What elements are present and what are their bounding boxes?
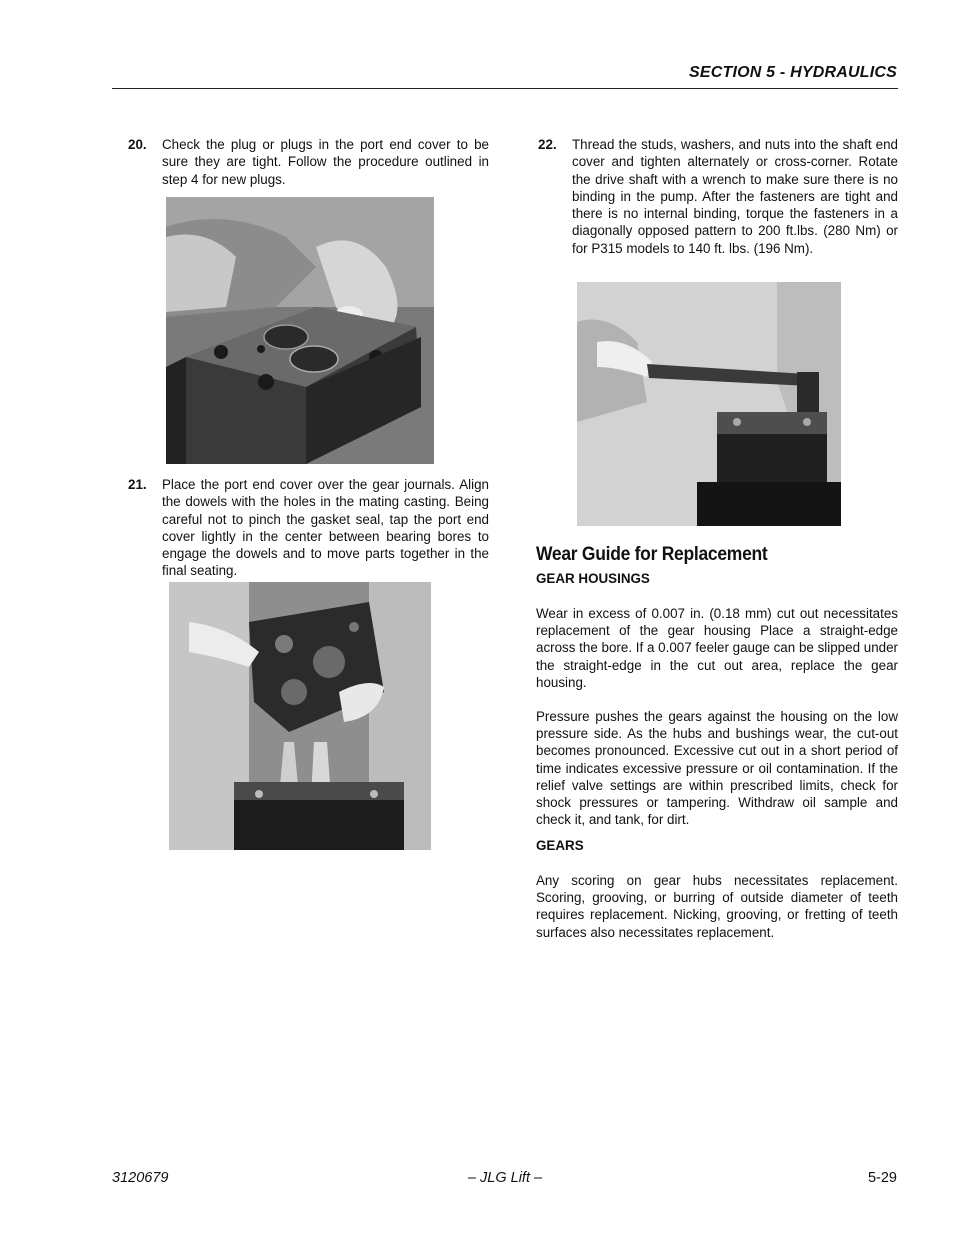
step-22 (538, 136, 898, 276)
step-21 (128, 476, 489, 582)
step-text: Place the port end cover over the gear journals. Align the dowels with the holes in the mating casting. Being careful not to pinch the gasket seal, tap the port end cover lightly in the center between bearing bores to engage the dowels and to move parts together in the final seating. (162, 477, 489, 579)
header-rule (112, 88, 898, 89)
gears-heading: GEARS (536, 838, 584, 853)
document-number: 3120679 (112, 1170, 169, 1186)
gear-housings-heading: GEAR HOUSINGS (536, 571, 650, 586)
wear-guide-heading: Wear Guide for Replacement (536, 544, 768, 565)
step-text: Thread the studs, washers, and nuts into the shaft end cover and tighten alternately or cross-corner. Rotate the drive shaft with a wrench to make sure there is no binding in the pump. After the fasteners are tight and there is no internal binding, torque the fasteners in a diagonally opposed pattern to 200 ft.lbs. (280 Nm) or for P315 models to 140 ft. lbs. (196 Nm). (572, 137, 898, 256)
step-number: 22. (538, 137, 557, 152)
plug-inspection-photo (166, 197, 434, 464)
step-number: 21. (128, 477, 147, 492)
gear-housings-paragraph-1: Wear in excess of 0.007 in. (0.18 mm) cut out necessitates replacement of the gear housing Place a straight-edge across the bore. If a 0.007 feeler gauge can be slipped under the straight-edge in the cut out area, replace the gear housing. (536, 606, 898, 690)
torque-wrench-photo (577, 282, 841, 526)
publisher-name: – JLG Lift – (467, 1170, 543, 1186)
page-number: 5-29 (867, 1170, 897, 1186)
section-title: SECTION 5 - HYDRAULICS (689, 64, 897, 81)
gears-paragraph-1: Any scoring on gear hubs necessitates replacement. Scoring, grooving, or burring of outside diameter of teeth requires replacement. Nicking, grooving, or fretting of teeth surfaces also necessitates replacement. (536, 873, 898, 940)
port-end-cover-photo (169, 582, 431, 850)
step-number: 20. (128, 137, 147, 152)
step-text: Check the plug or plugs in the port end cover to be sure they are tight. Follow the procedure outlined in step 4 for new plugs. (162, 137, 489, 187)
step-20 (128, 136, 489, 190)
gear-housings-paragraph-2: Pressure pushes the gears against the housing on the low pressure side. As the hubs and bushings wear, the cut-out becomes pronounced. Excessive cut out in a short period of time indicates excessive pressure or oil contamination. If the relief valve settings are within prescribed limits, check for shock pressures or tampering. Withdraw oil sample and check it, and tank, for dirt. (536, 709, 898, 828)
